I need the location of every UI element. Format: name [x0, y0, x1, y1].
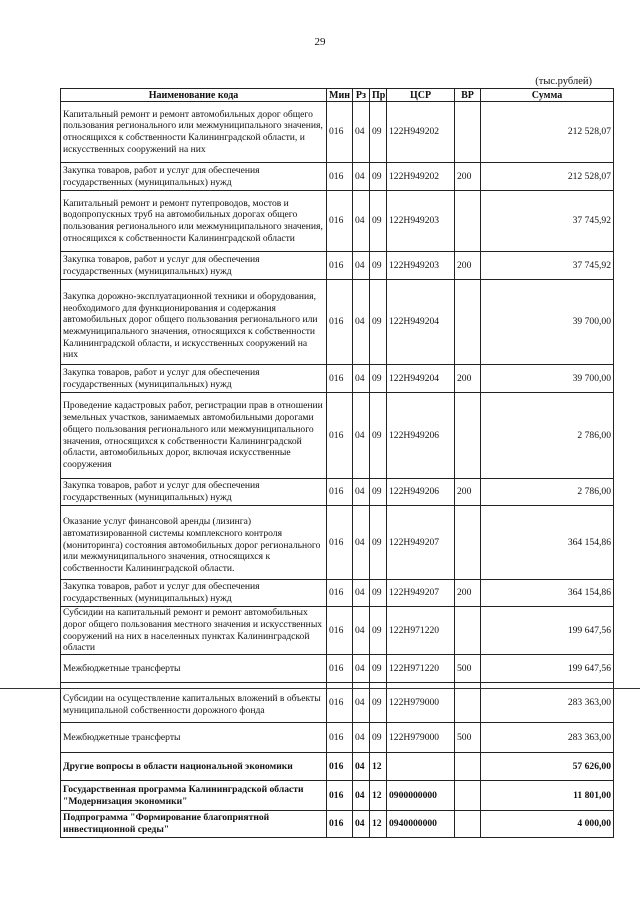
cell-rz: 04 — [353, 191, 370, 252]
cell-pr: 09 — [370, 393, 387, 479]
table-row — [61, 102, 614, 163]
table-row — [61, 781, 614, 811]
cell-rz: 04 — [353, 655, 370, 683]
cell-sum: 11 801,00 — [481, 781, 614, 811]
cell-min: 016 — [327, 753, 353, 781]
cell-vr — [455, 607, 481, 655]
cell-csr — [387, 753, 455, 781]
cell-pr: 09 — [370, 102, 387, 163]
table-row — [61, 580, 614, 607]
cell-vr — [455, 781, 481, 811]
cell-rz: 04 — [353, 252, 370, 280]
cell-sum: 199 647,56 — [481, 655, 614, 683]
table-row — [61, 479, 614, 506]
cell-csr: 122Н971220 — [387, 655, 455, 683]
cell-csr: 122Н979000 — [387, 723, 455, 753]
cell-csr: 122Н979000 — [387, 683, 455, 723]
cell-csr: 122Н949203 — [387, 252, 455, 280]
header-vr: ВР — [455, 89, 481, 102]
cell-min: 016 — [327, 393, 353, 479]
cell-rz: 04 — [353, 811, 370, 838]
cell-pr: 09 — [370, 280, 387, 365]
cell-pr: 09 — [370, 580, 387, 607]
cell-csr: 0900000000 — [387, 781, 455, 811]
table-row — [61, 252, 614, 280]
units-label: (тыс.рублей) — [535, 76, 592, 87]
cell-pr: 09 — [370, 479, 387, 506]
cell-csr: 122Н949206 — [387, 393, 455, 479]
cell-min: 016 — [327, 723, 353, 753]
header-pr: Пр — [370, 89, 387, 102]
cell-pr: 09 — [370, 655, 387, 683]
cell-csr: 122Н949202 — [387, 163, 455, 191]
cell-name: Субсидии на осуществление капитальных вложений в объекты муниципальной собственности дорожного фонда — [61, 683, 327, 723]
cell-rz: 04 — [353, 607, 370, 655]
cell-min: 016 — [327, 252, 353, 280]
cell-pr: 09 — [370, 365, 387, 393]
cell-rz: 04 — [353, 280, 370, 365]
cell-vr: 200 — [455, 252, 481, 280]
cell-vr: 200 — [455, 479, 481, 506]
cell-sum: 4 000,00 — [481, 811, 614, 838]
cell-pr: 09 — [370, 252, 387, 280]
cell-min: 016 — [327, 365, 353, 393]
cell-csr: 122Н949204 — [387, 280, 455, 365]
cell-name: Другие вопросы в области национальной экономики — [61, 753, 327, 781]
cell-rz: 04 — [353, 506, 370, 580]
cell-pr: 09 — [370, 191, 387, 252]
table-row — [61, 811, 614, 838]
cell-rz: 04 — [353, 580, 370, 607]
cell-sum: 212 528,07 — [481, 163, 614, 191]
cell-min: 016 — [327, 683, 353, 723]
cell-csr: 122Н949203 — [387, 191, 455, 252]
header-rz: Рз — [353, 89, 370, 102]
cell-name: Межбюджетные трансферты — [61, 723, 327, 753]
cell-pr: 12 — [370, 781, 387, 811]
cell-csr: 122Н949207 — [387, 506, 455, 580]
cell-rz: 04 — [353, 683, 370, 723]
cell-min: 016 — [327, 580, 353, 607]
cell-name: Межбюджетные трансферты — [61, 655, 327, 683]
cell-csr: 122Н971220 — [387, 607, 455, 655]
cell-name: Закупка товаров, работ и услуг для обеспечения государственных (муниципальных) нужд — [61, 580, 327, 607]
cell-vr: 200 — [455, 163, 481, 191]
table-row — [61, 365, 614, 393]
cell-name: Закупка товаров, работ и услуг для обеспечения государственных (муниципальных) нужд — [61, 252, 327, 280]
cell-sum: 283 363,00 — [481, 723, 614, 753]
cell-name: Закупка товаров, работ и услуг для обеспечения государственных (муниципальных) нужд — [61, 163, 327, 191]
cell-rz: 04 — [353, 479, 370, 506]
cell-vr: 500 — [455, 723, 481, 753]
cell-rz: 04 — [353, 163, 370, 191]
cell-sum: 364 154,86 — [481, 580, 614, 607]
cell-name: Подпрограмма "Формирование благоприятной инвестиционной среды" — [61, 811, 327, 838]
cell-vr — [455, 280, 481, 365]
cell-pr: 12 — [370, 811, 387, 838]
table-row — [61, 163, 614, 191]
cell-csr: 122Н949204 — [387, 365, 455, 393]
cell-vr: 200 — [455, 365, 481, 393]
cell-sum: 2 786,00 — [481, 393, 614, 479]
header-name: Наименование кода — [61, 89, 327, 102]
cell-name: Проведение кадастровых работ, регистрации прав в отношении земельных участков, занимаемых автомобильными дорогами общего пользования регионального или межмуниципального значения, относящихся к собственности Калининградской области, автомобильных дорог, включая искусственные сооружения — [61, 393, 327, 479]
cell-csr: 122Н949206 — [387, 479, 455, 506]
page-number: 29 — [314, 36, 326, 48]
cell-name: Субсидии на капитальный ремонт и ремонт автомобильных дорог общего пользования местного значения и искусственных сооружений на них в населенных пунктах Калининградской области — [61, 607, 327, 655]
cell-vr — [455, 811, 481, 838]
table-row — [61, 753, 614, 781]
cell-min: 016 — [327, 280, 353, 365]
cell-min: 016 — [327, 811, 353, 838]
cell-csr: 122Н949207 — [387, 580, 455, 607]
cell-rz: 04 — [353, 723, 370, 753]
cell-pr: 09 — [370, 506, 387, 580]
cell-pr: 09 — [370, 683, 387, 723]
cell-vr: 500 — [455, 655, 481, 683]
cell-pr: 12 — [370, 753, 387, 781]
table-row — [61, 723, 614, 753]
cell-min: 016 — [327, 163, 353, 191]
cell-sum: 39 700,00 — [481, 365, 614, 393]
cell-csr: 0940000000 — [387, 811, 455, 838]
cell-sum: 57 626,00 — [481, 753, 614, 781]
cell-vr: 200 — [455, 580, 481, 607]
cell-sum: 37 745,92 — [481, 252, 614, 280]
cell-vr — [455, 393, 481, 479]
header-min: Мин — [327, 89, 353, 102]
table-row — [61, 393, 614, 479]
table-row — [61, 280, 614, 365]
cell-sum: 37 745,92 — [481, 191, 614, 252]
cell-rz: 04 — [353, 102, 370, 163]
cell-sum: 364 154,86 — [481, 506, 614, 580]
table-header-row — [61, 89, 614, 102]
budget-table — [60, 88, 614, 838]
table-row — [61, 607, 614, 655]
cell-min: 016 — [327, 506, 353, 580]
table-row — [61, 506, 614, 580]
cell-sum: 2 786,00 — [481, 479, 614, 506]
cell-min: 016 — [327, 655, 353, 683]
header-csr: ЦСР — [387, 89, 455, 102]
cell-name: Капитальный ремонт и ремонт путепроводов, мостов и водопропускных труб на автомобильных дорогах общего пользования регионального или межмуниципального значения, относящихся к собственности Калининградской области — [61, 191, 327, 252]
cell-min: 016 — [327, 607, 353, 655]
cell-rz: 04 — [353, 753, 370, 781]
cell-pr: 09 — [370, 607, 387, 655]
cell-sum: 212 528,07 — [481, 102, 614, 163]
cell-name: Закупка дорожно-эксплуатационной техники и оборудования, необходимого для функционирования и содержания автомобильных дорог общего пользования регионального или межмуниципального значения, относящихся к собственности Калининградской области, и искусственных сооружений на них — [61, 280, 327, 365]
cell-pr: 09 — [370, 163, 387, 191]
header-sum: Сумма — [481, 89, 614, 102]
cell-name: Государственная программа Калининградской области "Модернизация экономики" — [61, 781, 327, 811]
cell-vr — [455, 102, 481, 163]
cell-name: Закупка товаров, работ и услуг для обеспечения государственных (муниципальных) нужд — [61, 365, 327, 393]
cell-rz: 04 — [353, 781, 370, 811]
cell-rz: 04 — [353, 393, 370, 479]
cell-pr: 09 — [370, 723, 387, 753]
cell-vr — [455, 753, 481, 781]
cell-csr: 122Н949202 — [387, 102, 455, 163]
page-divider-line — [0, 688, 640, 689]
cell-rz: 04 — [353, 365, 370, 393]
cell-sum: 283 363,00 — [481, 683, 614, 723]
cell-vr — [455, 191, 481, 252]
cell-sum: 199 647,56 — [481, 607, 614, 655]
cell-name: Капитальный ремонт и ремонт автомобильных дорог общего пользования регионального или межмуниципального значения, относящихся к собственности Калининградской области, и искусственных сооружений на них — [61, 102, 327, 163]
cell-name: Оказание услуг финансовой аренды (лизинга) автоматизированной системы комплексного контроля (мониторинга) состояния автомобильных дорог регионального или межмуниципального значения, относящихся к собственности Калининградской области. — [61, 506, 327, 580]
cell-min: 016 — [327, 781, 353, 811]
cell-vr — [455, 506, 481, 580]
table-row — [61, 191, 614, 252]
table-row — [61, 655, 614, 683]
cell-sum: 39 700,00 — [481, 280, 614, 365]
cell-name: Закупка товаров, работ и услуг для обеспечения государственных (муниципальных) нужд — [61, 479, 327, 506]
cell-min: 016 — [327, 479, 353, 506]
cell-min: 016 — [327, 102, 353, 163]
cell-min: 016 — [327, 191, 353, 252]
